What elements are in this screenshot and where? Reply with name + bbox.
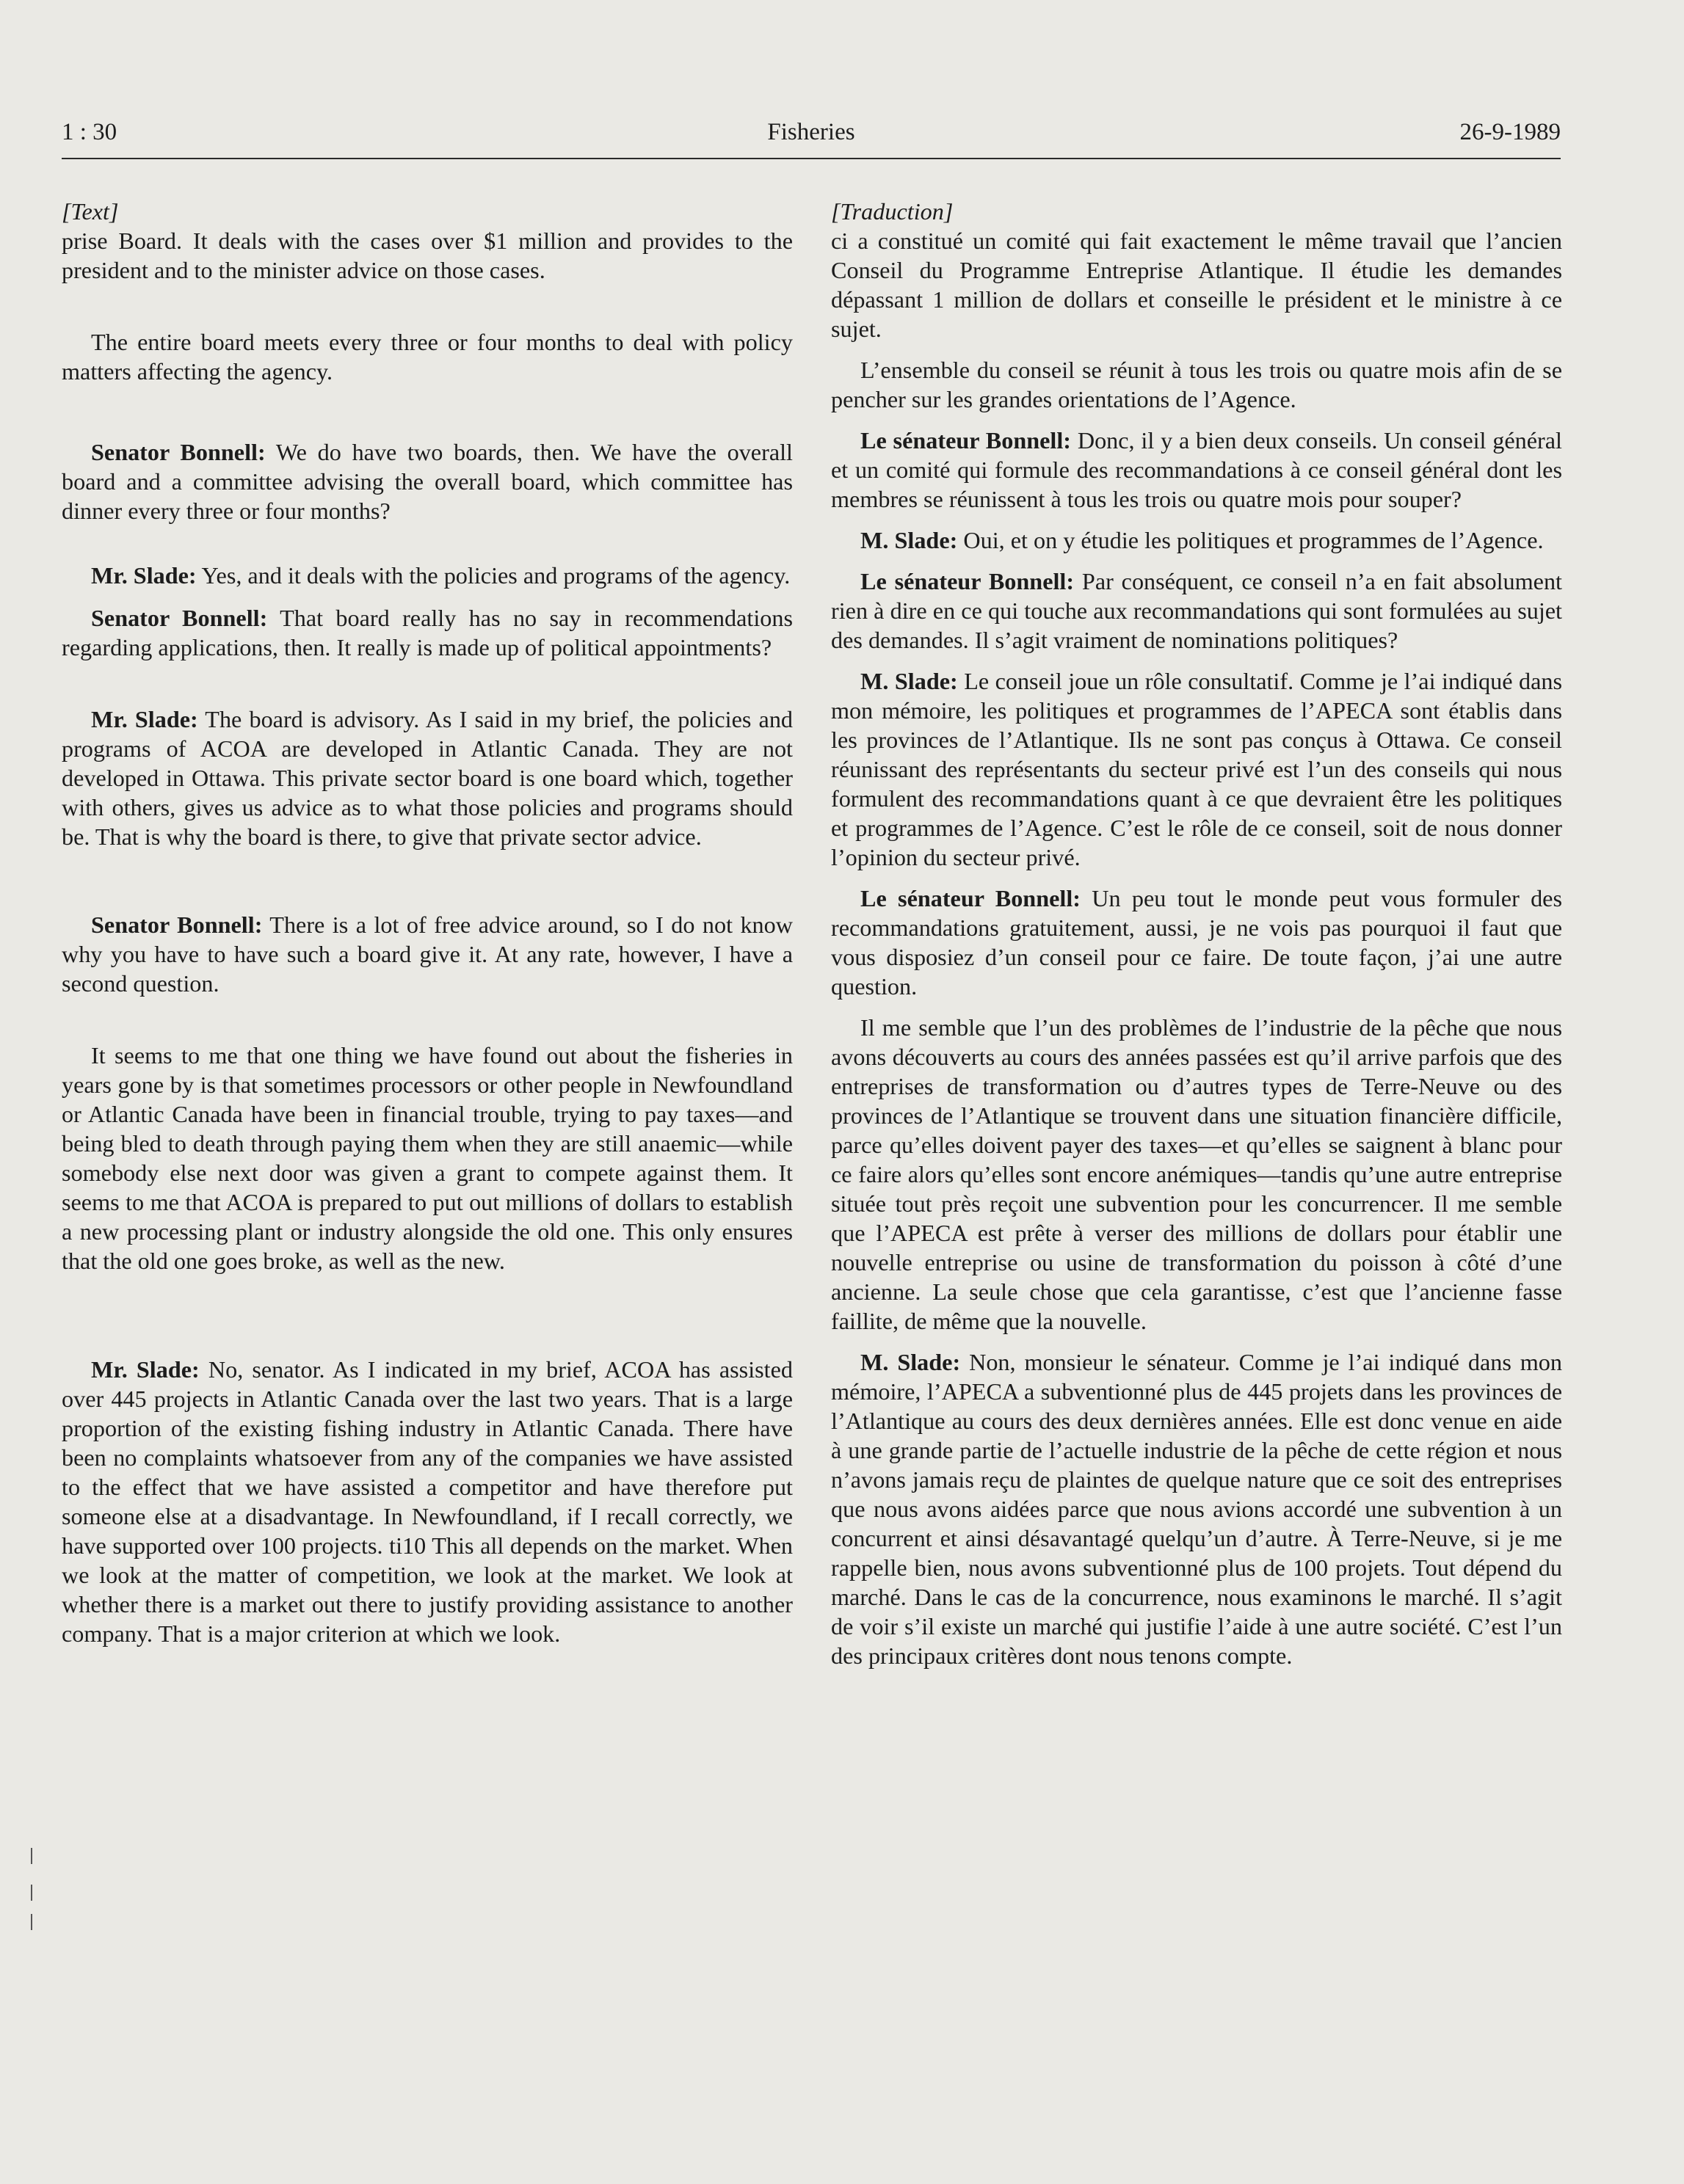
paragraph [62,1041,793,1275]
lang-open: [ [831,198,841,225]
english-column [62,197,793,1669]
paragraph [831,1013,1562,1336]
margin-mark [31,1914,32,1930]
paragraph-text: The entire board meets every three or four months to deal with policy matters affecting the agency. [62,329,793,385]
speaker-name: Mr. Slade: [91,706,198,732]
paragraph-text: No, senator. As I indicated in my brief, ACOA has assisted over 445 projects in Atlantic Canada over the last two years. That is a large proportion of the existing fishing industry in Atlantic Canada. There have been no complaints whatsoever from any of the companies we have assisted to the effect that we have assisted a competitor and have therefore put someone else at a disadvantage. In Newfoundland, if I recall correctly, we have supported over 100 projects. ti10 This all depends on the market. When we look at the matter of competition, we look at the market. We look at whether there is a market out there to justify providing assistance to another company. That is a major criterion at which we look. [62,1356,793,1647]
paragraph [62,226,793,285]
speaker-name: Le sénateur Bonnell: [860,568,1075,594]
lang-close: ] [109,198,119,225]
lang-text: Traduction [840,198,944,225]
paragraph [62,705,793,851]
paragraph [62,437,793,525]
header-rule [62,158,1561,159]
speaker-name: Senator Bonnell: [91,439,266,465]
paragraph-text: The board is advisory. As I said in my brief, the policies and programs of ACOA are developed in Atlantic Canada. They are not developed in Ottawa. This private sector board is one board which, together with others, gives us advice as to what those policies and programs should be. That is why the board is there, to give that private sector advice. [62,706,794,850]
paragraph-text: Par conséquent, ce conseil n’a en fait absolument rien à dire en ce qui touche aux recommandations qui sont formulées au sujet des demandes. Il s’agit vraiment de nominations politiques? [831,568,1562,653]
paragraph [62,603,793,662]
paragraph-text: Yes, and it deals with the policies and programs of the agency. [196,562,791,589]
paragraph-text: prise Board. It deals with the cases over $1 million and provides to the president and to the minister advice on those cases. [62,228,793,283]
lang-text: Text [70,198,109,225]
margin-mark [31,1848,32,1864]
language-label [62,197,793,226]
paragraph-text: Oui, et on y étudie les politiques et programmes de l’Agence. [957,527,1544,553]
page-header [62,119,1561,157]
paragraph-text: Non, monsieur le sénateur. Comme je l’ai indiqué dans mon mémoire, l’APECA a subventionné plus de 445 projets dans les provinces de l’Atlantique au cours des deux dernières années. Elle est donc venue en aide à une grande partie de l’actuelle industrie de la pêche de cette région et nous n’avons jamais reçu de plaintes de quelque nature que ce soit des entreprises que nous avons aidées parce que nous avions accordé une subvention à un concurrent et ainsi désavantagé quelqu’un d’autre. À Terre-Neuve, si je me rappelle bien, nous avons subventionné plus de 100 projets. Tout dépend du marché. Dans le cas de la concurrence, nous examinons le marché. Il s’agit de voir s’il existe un marché qui justifie l’aide à une autre société. C’est l’un des principaux critères dont nous tenons compte. [831,1349,1562,1669]
speaker-name: M. Slade: [860,668,958,694]
speaker-name: Mr. Slade: [91,1356,200,1383]
paragraph-text: There is a lot of free advice around, so I do not know why you have to have such a board give it. At any rate, however, I have a second question. [62,911,793,997]
speaker-name: M. Slade: [860,527,958,553]
paragraph-text: It seems to me that one thing we have found out about the fisheries in years gone by is that sometimes processors or other people in Newfoundland or Atlantic Canada have been in financial trouble, trying to pay taxes—and being bled to death through paying them when they are still anaemic—while somebody else next door was given a grant to compete against them. It seems to me that ACOA is prepared to put out millions of dollars to establish a new processing plant or industry alongside the old one. This only ensures that the old one goes broke, as well as the new. [62,1042,793,1274]
paragraph-text: ci a constitué un comité qui fait exactement le même travail que l’ancien Conseil du Programme Entreprise Atlantique. Il étudie les demandes dépassant 1 million de dollars et conseille le président et le ministre à ce sujet. [831,228,1562,342]
margin-mark [31,1885,32,1901]
paragraph [831,426,1562,514]
paragraph-text: Il me semble que l’un des problèmes de l’industrie de la pêche que nous avons découverts au cours des années passées est qu’il arrive parfois que des entreprises de transformation ou d’autres types de Terre-Neuve ou des provinces de l’Atlantique se trouvent dans une situation financière difficile, parce qu’elles doivent payer des taxes—et qu’elles se saignent à blanc pour ce faire alors qu’elles sont encore anémiques—tandis qu’une autre entreprise située tout près reçoit une subvention pour les concurrencer. Il me semble que l’APECA est prête à verser des millions de dollars pour établir une nouvelle entreprise ou usine de transformation du poisson à côté d’une ancienne. La seule chose que cela garantisse, c’est que l’ancienne fasse faillite, de même que la nouvelle. [831,1014,1562,1334]
paragraph [62,1355,793,1648]
paragraph [62,327,793,386]
speaker-name: Le sénateur Bonnell: [860,427,1072,454]
paragraph [831,567,1562,655]
paragraph-text: Un peu tout le monde peut vous formuler des recommandations gratuitement, aussi, je ne vois pas pourquoi il faut que vous disposiez d’un conseil pour ce faire. De toute façon, j’ai une autre question. [831,885,1562,1000]
lang-open: [ [62,198,71,225]
speaker-name: Le sénateur Bonnell: [860,885,1081,911]
paragraph [831,226,1562,343]
speaker-name: M. Slade: [860,1349,961,1375]
speaker-name: Senator Bonnell: [91,605,268,631]
french-column [831,197,1562,1691]
paragraph-text: We do have two boards, then. We have the overall board and a committee advising the overall board, which committee has dinner every three or four months? [62,439,793,524]
lang-close: ] [943,198,954,225]
paragraph-text: Le conseil joue un rôle consultatif. Comme je l’ai indiqué dans mon mémoire, les politiques et programmes de l’APECA sont établis dans les provinces de l’Atlantique. Ils ne sont pas conçus à Ottawa. Ce conseil réunissant des représentants du secteur privé est l’un des conseils qui nous formulent des recommandations quant à ce que devraient être les politiques et programmes de l’Agence. C’est le rôle de ce conseil, soit de nous donner l’opinion du secteur privé. [831,668,1562,870]
language-label [831,197,1562,226]
paragraph [831,884,1562,1001]
paragraph [831,1347,1562,1670]
paragraph [831,666,1562,872]
page-date: 26-9-1989 [1459,119,1561,145]
paragraph [831,525,1562,555]
paragraph [831,355,1562,414]
speaker-name: Mr. Slade: [91,562,197,589]
running-title: Fisheries [767,119,855,145]
speaker-name: Senator Bonnell: [91,911,263,938]
paragraph-text: L’ensemble du conseil se réunit à tous les trois ou quatre mois afin de se pencher sur les grandes orientations de l’Agence. [831,357,1562,412]
paragraph [62,910,793,998]
page-number: 1 : 30 [62,119,117,145]
paragraph [62,561,793,590]
paragraph-text: That board really has no say in recommendations regarding applications, then. It really is made up of political appointments? [62,605,793,660]
paragraph-text: Donc, il y a bien deux conseils. Un conseil général et un comité qui formule des recommandations à ce conseil général dont les membres se réunissent à tous les trois ou quatre mois pour souper? [831,427,1562,512]
